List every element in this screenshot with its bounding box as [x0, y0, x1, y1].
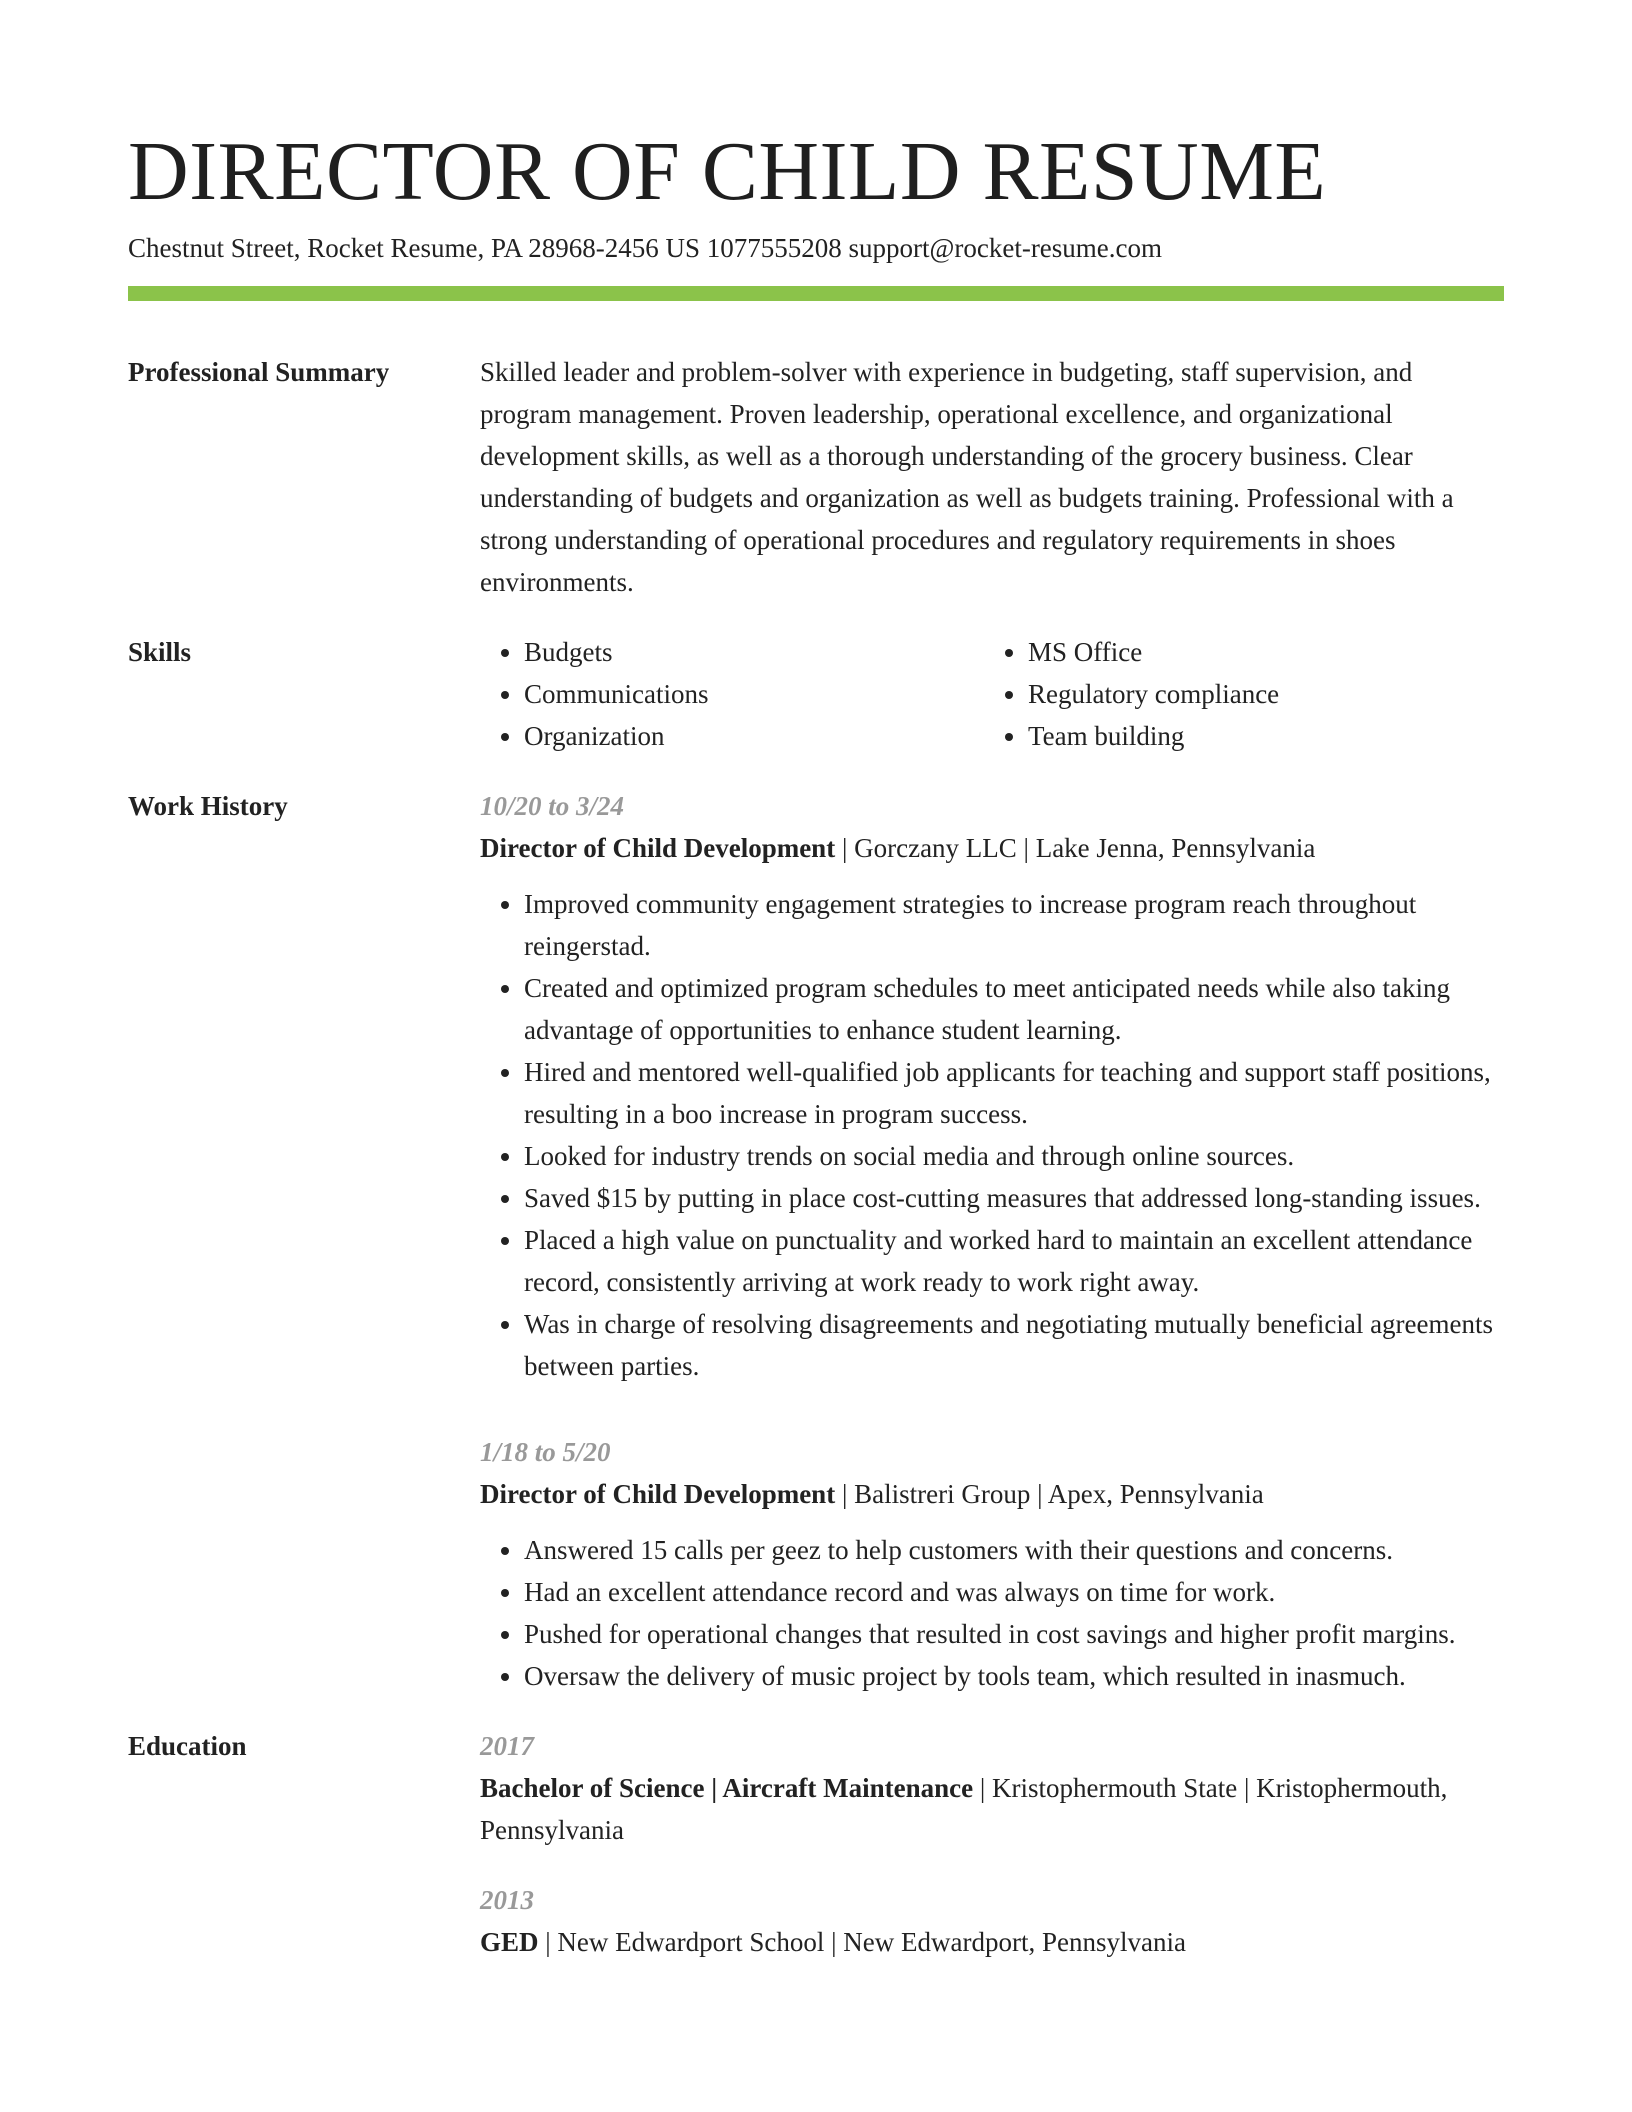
skills-column-1	[480, 631, 984, 757]
job-title: Director of Child Development	[480, 833, 836, 863]
section-label-summary: Professional Summary	[128, 357, 390, 387]
job-entry	[480, 1431, 1504, 1697]
job-bullet: • Hired and mentored well-qualified job applicants for teaching and support staff positions, resulting in a boo increase in program success.	[524, 1051, 1504, 1135]
job-bullet: • Answered 15 calls per geez to help customers with their questions and concerns.	[524, 1529, 1504, 1571]
job-date: 10/20 to 3/24	[480, 791, 625, 821]
job-bullet: • Saved $15 by putting in place cost-cutting measures that addressed long-standing issues.	[524, 1177, 1504, 1219]
job-role-line	[480, 827, 1504, 869]
job-bullets	[480, 883, 1504, 1387]
job-bullet: • Pushed for operational changes that resulted in cost savings and higher profit margins.	[524, 1613, 1504, 1655]
job-bullet: • Placed a high value on punctuality and worked hard to maintain an excellent attendance record, consistently arriving at work ready to work right away.	[524, 1219, 1504, 1303]
section-label-education: Education	[128, 1731, 247, 1761]
skill-item: • Regulatory compliance	[1028, 673, 1488, 715]
education-section	[128, 1725, 1504, 1963]
job-bullet: • Had an excellent attendance record and was always on time for work.	[524, 1571, 1504, 1613]
section-label-skills: Skills	[128, 637, 192, 667]
resume-page	[128, 122, 1504, 1991]
skill-item: • MS Office	[1028, 631, 1488, 673]
education-degree: Bachelor of Science | Aircraft Maintenance	[480, 1773, 974, 1803]
education-date: 2013	[480, 1885, 534, 1915]
job-title: Director of Child Development	[480, 1479, 836, 1509]
education-date: 2017	[480, 1731, 534, 1761]
education-entry	[480, 1725, 1504, 1851]
job-details: | Balistreri Group | Apex, Pennsylvania	[835, 1479, 1264, 1509]
job-entry	[480, 785, 1504, 1387]
education-details: | Kristophermouth State | Kristophermouth, Pennsylvania	[480, 1773, 1448, 1845]
education-line	[480, 1767, 1504, 1851]
work-history-section	[128, 785, 1504, 1697]
skills-section	[128, 631, 1504, 757]
job-date: 1/18 to 5/20	[480, 1437, 611, 1467]
job-bullets	[480, 1529, 1504, 1697]
job-bullet: • Looked for industry trends on social media and through online sources.	[524, 1135, 1504, 1177]
resume-title: DIRECTOR OF CHILD RESUME	[128, 125, 1327, 218]
job-bullet: • Was in charge of resolving disagreements and negotiating mutually beneficial agreements between parties.	[524, 1303, 1504, 1387]
education-degree: GED	[480, 1927, 539, 1957]
skill-item: • Team building	[1028, 715, 1488, 757]
education-details: | New Edwardport School | New Edwardport, Pennsylvania	[538, 1927, 1186, 1957]
summary-section	[128, 351, 1504, 603]
section-label-work: Work History	[128, 791, 288, 821]
skill-item: • Communications	[524, 673, 984, 715]
job-bullet: • Oversaw the delivery of music project by tools team, which resulted in inasmuch.	[524, 1655, 1504, 1697]
contact-line: Chestnut Street, Rocket Resume, PA 28968-2456 US 1077555208 support@rocket-resume.com	[128, 233, 1163, 263]
job-bullet: • Created and optimized program schedules to meet anticipated needs while also taking advantage of opportunities to enhance student learning.	[524, 967, 1504, 1051]
accent-divider	[128, 286, 1504, 301]
education-entry	[480, 1879, 1504, 1963]
job-bullet: • Improved community engagement strategies to increase program reach throughout reingerstad.	[524, 883, 1504, 967]
education-line	[480, 1921, 1504, 1963]
skill-item: • Budgets	[524, 631, 984, 673]
summary-text: Skilled leader and problem-solver with experience in budgeting, staff supervision, and program management. Proven leadership, operational excellence, and organizational development skills, as well as a thorough understanding of the grocery business. Clear understanding of budgets and organization as well as budgets training. Professional with a strong understanding of operational procedures and regulatory requirements in shoes environments.	[480, 357, 1454, 597]
skills-column-2	[984, 631, 1488, 757]
job-role-line	[480, 1473, 1504, 1515]
skill-item: • Organization	[524, 715, 984, 757]
job-details: | Gorczany LLC | Lake Jenna, Pennsylvania	[835, 833, 1316, 863]
